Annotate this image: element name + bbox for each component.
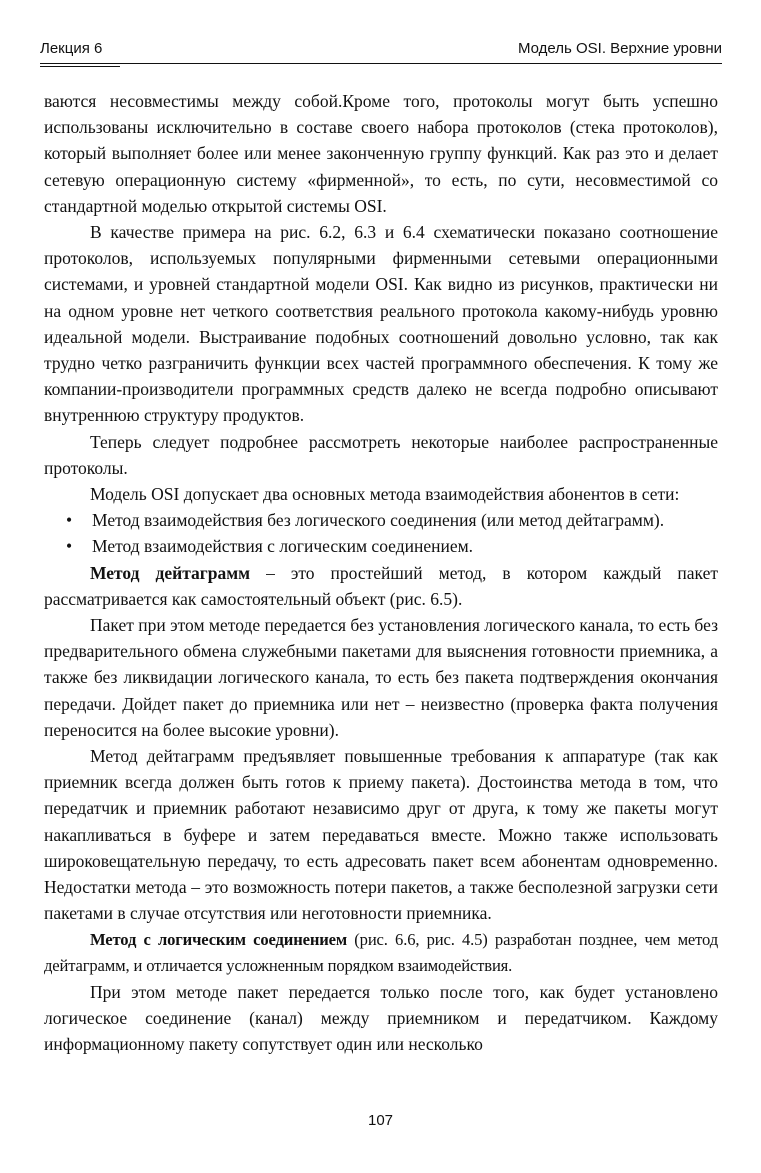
running-header [40, 38, 722, 62]
header-rule [40, 63, 722, 64]
paragraph-text: – это простейший метод, в котором каждый пакет рассматривается как самостоятельный объект (рис. 6.5). [44, 562, 718, 609]
paragraph-examples: В качестве примера на рис. 6.2, 6.3 и 6.4 схематически показано соотношение протоколов, используемых популярными фирменными сетевыми операционными системами, и уровней стандартной модели OSI. Как видно из рисунков, практически ни на одном уровне нет четкого соответствия реального протокола какому-нибудь уровню идеальной модели. Выстраивание подобных соотношений довольно условно, так как трудно четко разграничить функции всех частей программного обеспечения. К тому же компании-производители программных средств далеко не всегда подробно описывают внутреннюю структуру продуктов. [44, 222, 718, 426]
list-item-text: Метод взаимодействия с логическим соединением. [92, 536, 474, 557]
paragraph-datagram-details: Пакет при этом методе передается без установления логического канала, то есть без предварительного обмена служебными пакетами для выяснения готовности приемника, а также без ликвидации логического канала, то есть без пакета подтверждения окончания передачи. Дойдет пакет до приемника или нет – неизвестно (проверка факта получения переносится на более высокие уровни). [44, 615, 718, 740]
paragraph-connection-details: При этом методе пакет передается только после того, как будет установлено логическое соединение (канал) между приемником и передатчиком. Каждому информационному пакету сопутствует один или несколько [44, 981, 718, 1055]
paragraph-methods-intro: Модель OSI допускает два основных метода взаимодействия абонентов в сети: [90, 484, 680, 505]
paragraph-protocols-intro: Теперь следует подробнее рассмотреть некоторые наиболее распространенные протоколы. [44, 431, 718, 478]
term-connection-method: Метод с логическим соединением [90, 929, 348, 949]
header-lecture-title: Лекция 6 [40, 40, 103, 57]
bullet-marker: • [66, 536, 73, 557]
paragraph-text: (рис. 6.6, рис. 4.5) разработан позднее, чем метод дейтаграмм, и отличается усложненным порядком взаимодействия. [44, 929, 718, 975]
list-item [44, 507, 718, 533]
header-chapter-title: Модель OSI. Верхние уровни [517, 40, 722, 57]
list-item [44, 533, 718, 559]
paragraph-datagram-method [44, 560, 718, 612]
paragraph-connection-method [44, 927, 718, 979]
header-rule-accent [40, 66, 120, 67]
paragraph-datagram-pros-cons: Метод дейтаграмм предъявляет повышенные требования к аппаратуре (так как приемник всегда должен быть готов к приему пакета). Достоинства метода в том, что передатчик и приемник работают независимо друг от друга, к тому же пакеты могут накапливаться в буфере и затем передаваться вместе. Можно также использовать широковещательную передачу, то есть адресовать пакет всем абонентам одновременно. Недостатки метода – это возможность потери пакетов, а также бесполезной загрузки сети пакетами в случае отсутствия или неготовности приемника. [44, 746, 718, 924]
bullet-marker: • [66, 510, 73, 531]
page-number: 107 [367, 1112, 394, 1129]
list-item-text: Метод взаимодействия без логического соединения (или метод дейтаграмм). [92, 510, 665, 531]
body-text [44, 88, 718, 1058]
methods-list [44, 507, 718, 559]
paragraph-continuation: ваются несовместимы между собой.Кроме того, протоколы могут быть успешно использованы исключительно в составе своего набора протоколов (стека протоколов), который выполняет более или менее законченную группу функций. Как раз это и делает сетевую операционную систему «фирменной», то есть, по сути, несовместимой со стандартной моделью открытой системы OSI. [44, 91, 718, 216]
term-datagram-method: Метод дейтаграмм [90, 562, 251, 583]
